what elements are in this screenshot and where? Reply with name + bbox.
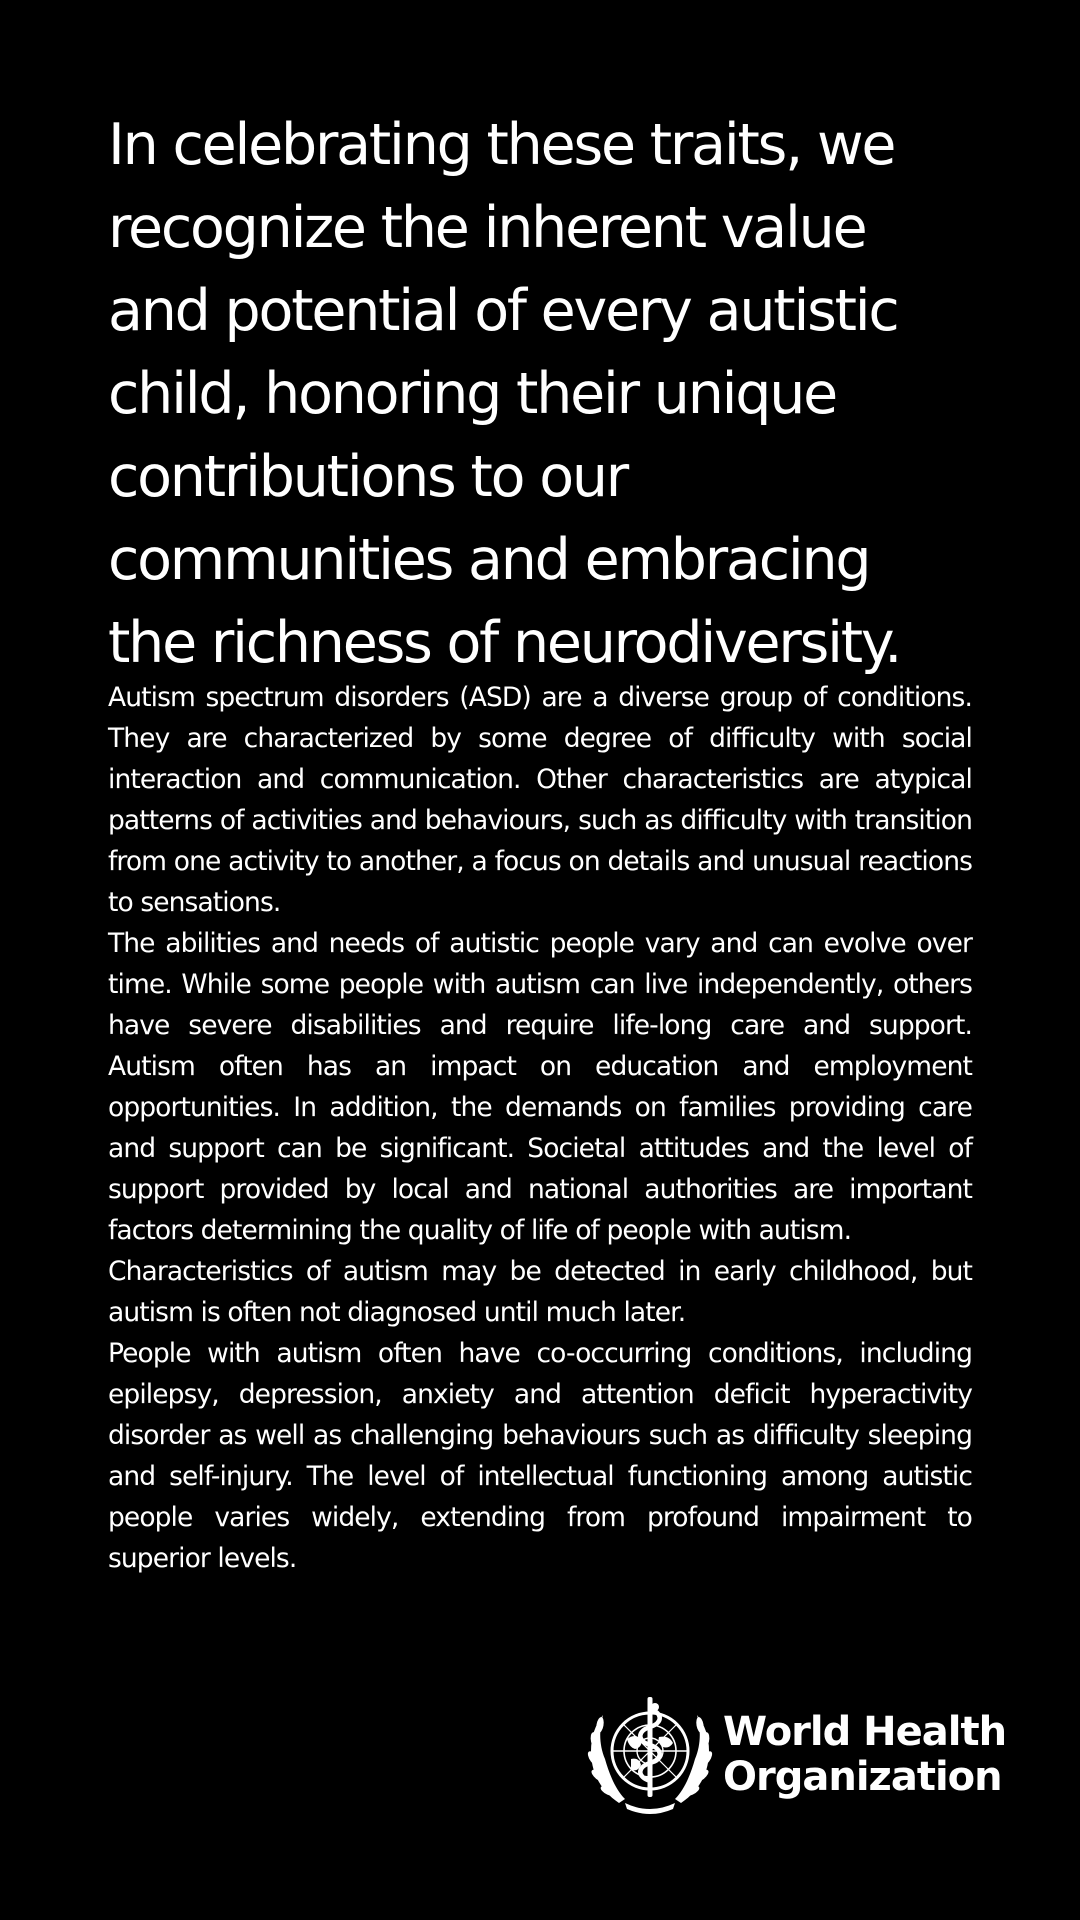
who-emblem-icon (585, 1693, 715, 1817)
who-logo (585, 1692, 1007, 1817)
document-content (108, 104, 972, 1579)
paragraph-asd-definition: Autism spectrum disorders (ASD) are a diverse group of conditions. They are characterized by some degree of difficulty with social interaction and communication. Other characteristics are atypical patterns of activities and behaviours, such as difficulty with transition from one activity to another, a focus on details and unusual reactions to sensations. (108, 682, 972, 918)
paragraph-abilities-needs: The abilities and needs of autistic people vary and can evolve over time. While some people with autism can live independently, others have severe disabilities and require life-long care and support. Autism often has an impact on education and employment opportunities. In addition, the demands on families providing care and support can be significant. Societal attitudes and the level of support provided by local and national authorities are important factors determining the quality of life of people with autism. (108, 928, 972, 1246)
organization-name-line2: Organization (723, 1753, 1002, 1800)
organization-name (723, 1710, 1006, 1800)
organization-name-line1: World Health (723, 1708, 1007, 1755)
body-text (108, 677, 972, 1579)
paragraph-detection: Characteristics of autism may be detected in early childhood, but autism is often not diagnosed until much later. (108, 1256, 972, 1328)
paragraph-co-occurring: People with autism often have co-occurring conditions, including epilepsy, depression, anxiety and attention deficit hyperactivity disorder as well as challenging behaviours such as difficulty sleeping and self-injury. The level of intellectual functioning among autistic people varies widely, extending from profound impairment to superior levels. (108, 1338, 972, 1574)
headline: In celebrating these traits, we recognize the inherent value and potential of every autistic child, honoring their unique contributions to our communities and embracing the richness of neurodiversity. (108, 112, 901, 676)
